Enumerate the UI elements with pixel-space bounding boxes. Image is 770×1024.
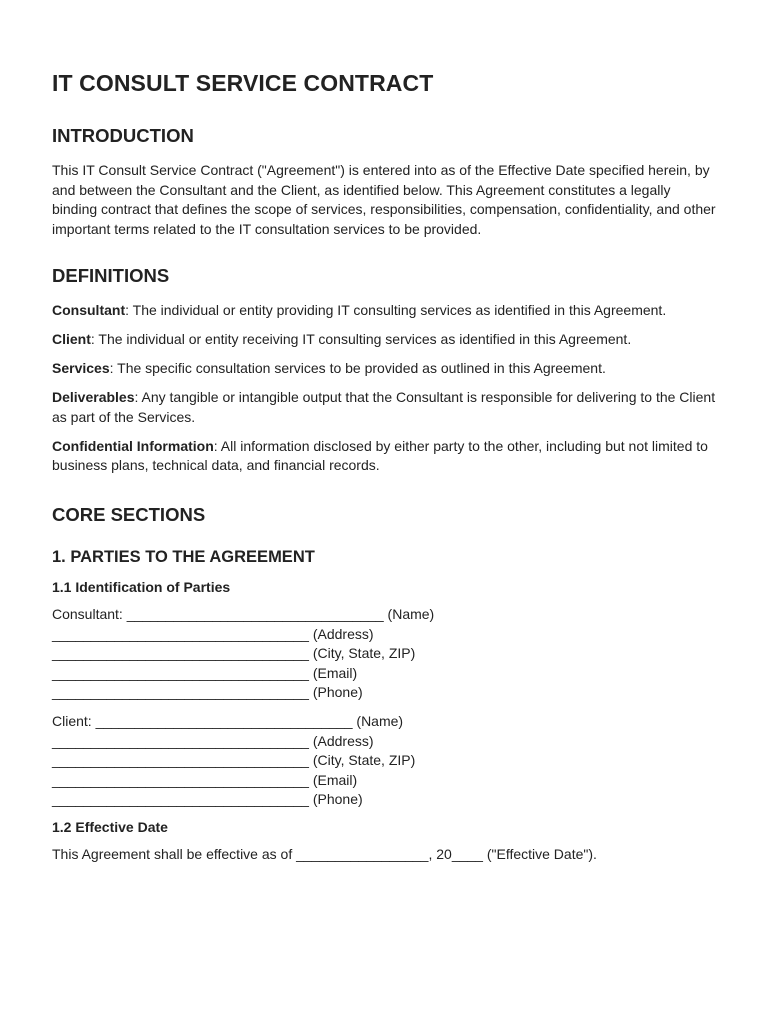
core-sections-heading: CORE SECTIONS	[52, 504, 206, 525]
document-title: IT CONSULT SERVICE CONTRACT	[52, 70, 434, 96]
definition-term: Client	[52, 331, 91, 347]
definition-term: Services	[52, 360, 110, 376]
definition-item	[52, 437, 718, 476]
definition-item	[52, 388, 718, 427]
client-email-field[interactable]: _________________________________ (Email)	[52, 771, 358, 788]
client-name-field[interactable]: Client: _________________________________ (Name)	[52, 713, 404, 729]
introduction-heading: INTRODUCTION	[52, 125, 194, 146]
definition-item	[52, 359, 718, 379]
definition-item	[52, 330, 718, 350]
definitions-heading: DEFINITIONS	[52, 265, 170, 286]
consultant-name-field[interactable]: Consultant: _________________________________ (Name)	[52, 606, 435, 622]
definition-text: : The individual or entity providing IT consulting services as identified in this Agreement.	[125, 302, 667, 318]
definition-item	[52, 301, 718, 321]
consultant-fields	[52, 605, 718, 703]
client-city-field[interactable]: _________________________________ (City, State, ZIP)	[52, 752, 416, 768]
consultant-city-field[interactable]: _________________________________ (City, State, ZIP)	[52, 645, 416, 661]
consultant-address-field[interactable]: _________________________________ (Address)	[52, 625, 374, 642]
section-1-2-heading: 1.2 Effective Date	[52, 819, 168, 835]
definition-text: : The specific consultation services to be provided as outlined in this Agreement.	[109, 360, 606, 376]
client-phone-field[interactable]: _________________________________ (Phone)	[52, 791, 363, 807]
definition-term: Deliverables	[52, 389, 135, 405]
definition-term: Confidential Information	[52, 437, 214, 454]
definition-term: Consultant	[52, 302, 126, 318]
introduction-text: This IT Consult Service Contract ("Agreement") is entered into as of the Effective Date specified herein, by and between the Consultant and the Client, as identified below. This Agreement constitutes a legally binding contract that defines the scope of services, responsibilities, compensation, confidentiality, and other important terms related to the IT consultation services to be provided.	[52, 162, 716, 237]
definition-text: : All information disclosed by either party to the other, including but not limited to business plans, technical data, and financial records.	[52, 437, 708, 473]
client-fields	[52, 712, 718, 810]
section-1-heading: 1. PARTIES TO THE AGREEMENT	[52, 548, 315, 566]
consultant-phone-field[interactable]: _________________________________ (Phone)	[52, 684, 363, 700]
definition-text: : Any tangible or intangible output that the Consultant is responsible for delivering to the Client as part of the Services.	[52, 389, 716, 425]
consultant-email-field[interactable]: _________________________________ (Email)	[52, 664, 358, 681]
section-1-1-heading: 1.1 Identification of Parties	[52, 579, 231, 595]
effective-date-field[interactable]: This Agreement shall be effective as of _________________, 20____ ("Effective Date").	[52, 846, 597, 862]
client-address-field[interactable]: _________________________________ (Address)	[52, 732, 374, 749]
definition-text: : The individual or entity receiving IT consulting services as identified in this Agreement.	[90, 331, 632, 347]
